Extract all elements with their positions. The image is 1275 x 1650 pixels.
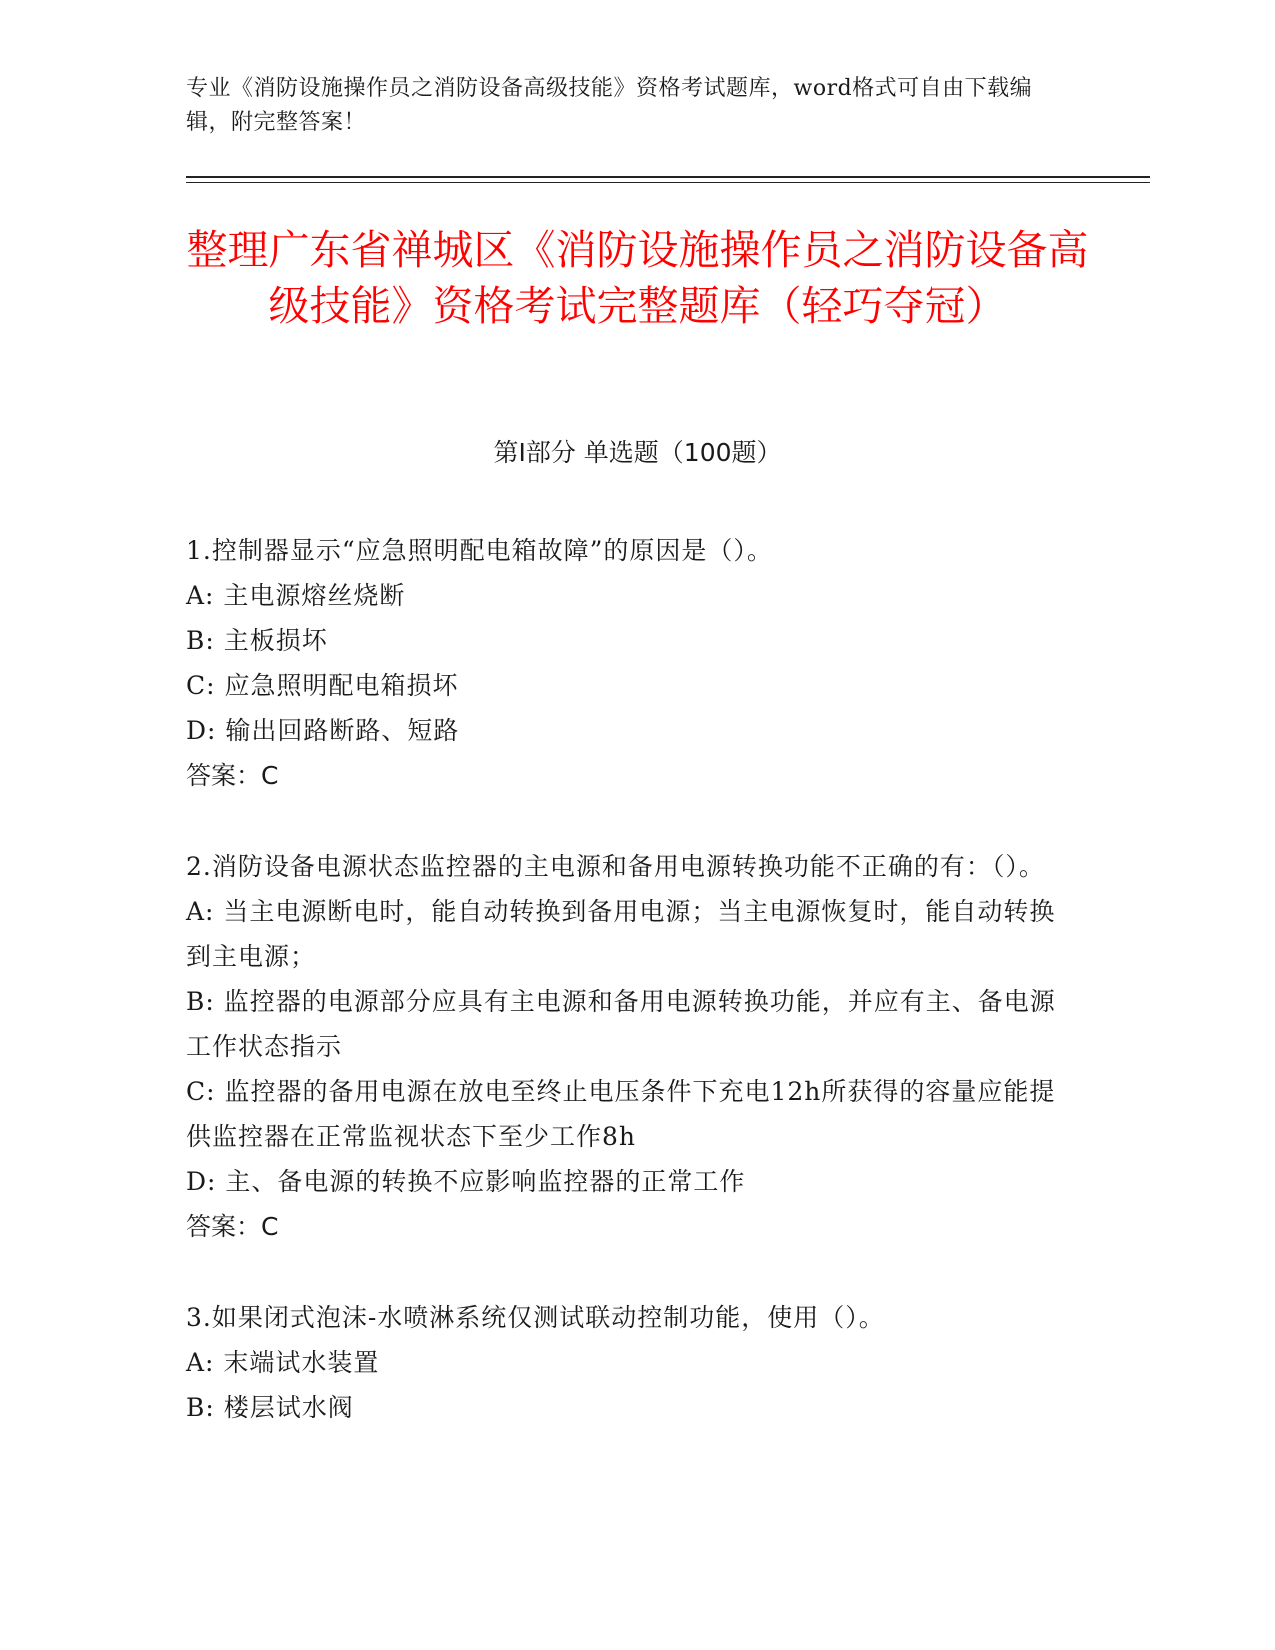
question-1 xyxy=(186,528,1076,798)
header-rule-thick xyxy=(186,176,1150,178)
option-d: D: 输出回路断路、短路 xyxy=(186,716,460,745)
header-note: 专业《消防设施操作员之消防设备高级技能》资格考试题库，word格式可自由下载编辑，附完整答案！ xyxy=(186,76,1033,135)
option-b: B: 楼层试水阀 xyxy=(186,1393,354,1422)
question-stem: 2.消防设备电源状态监控器的主电源和备用电源转换功能不正确的有：（）。 xyxy=(186,852,1045,881)
option-c: C: 应急照明配电箱损坏 xyxy=(186,671,459,700)
option-d: D: 主、备电源的转换不应影响监控器的正常工作 xyxy=(186,1167,746,1196)
option-a: A: 主电源熔丝烧断 xyxy=(186,581,406,610)
option-a: A: 末端试水装置 xyxy=(186,1348,380,1377)
document-title: 整理广东省禅城区《消防设施操作员之消防设备高级技能》资格考试完整题库（轻巧夺冠） xyxy=(186,226,1089,330)
question-2 xyxy=(186,844,1076,1249)
question-stem: 3.如果闭式泡沫-水喷淋系统仅测试联动控制功能，使用（）。 xyxy=(186,1303,885,1332)
option-b: B: 主板损坏 xyxy=(186,626,328,655)
option-b: B: 监控器的电源部分应具有主电源和备用电源转换功能，并应有主、备电源工作状态指示 xyxy=(186,987,1056,1061)
question-stem: 1.控制器显示“应急照明配电箱故障”的原因是（）。 xyxy=(186,536,773,565)
option-c: C: 监控器的备用电源在放电至终止电压条件下充电12h所获得的容量应能提供监控器在正常监视状态下至少工作8h xyxy=(186,1077,1056,1151)
section-heading: 第I部分 单选题（100题） xyxy=(493,438,782,467)
option-a: A: 当主电源断电时，能自动转换到备用电源；当主电源恢复时，能自动转换到主电源； xyxy=(186,897,1056,971)
question-3 xyxy=(186,1295,1076,1430)
question-list xyxy=(186,528,1076,1476)
answer: 答案：C xyxy=(186,1212,279,1241)
answer: 答案：C xyxy=(186,761,279,790)
header-rule-thin xyxy=(186,182,1150,183)
